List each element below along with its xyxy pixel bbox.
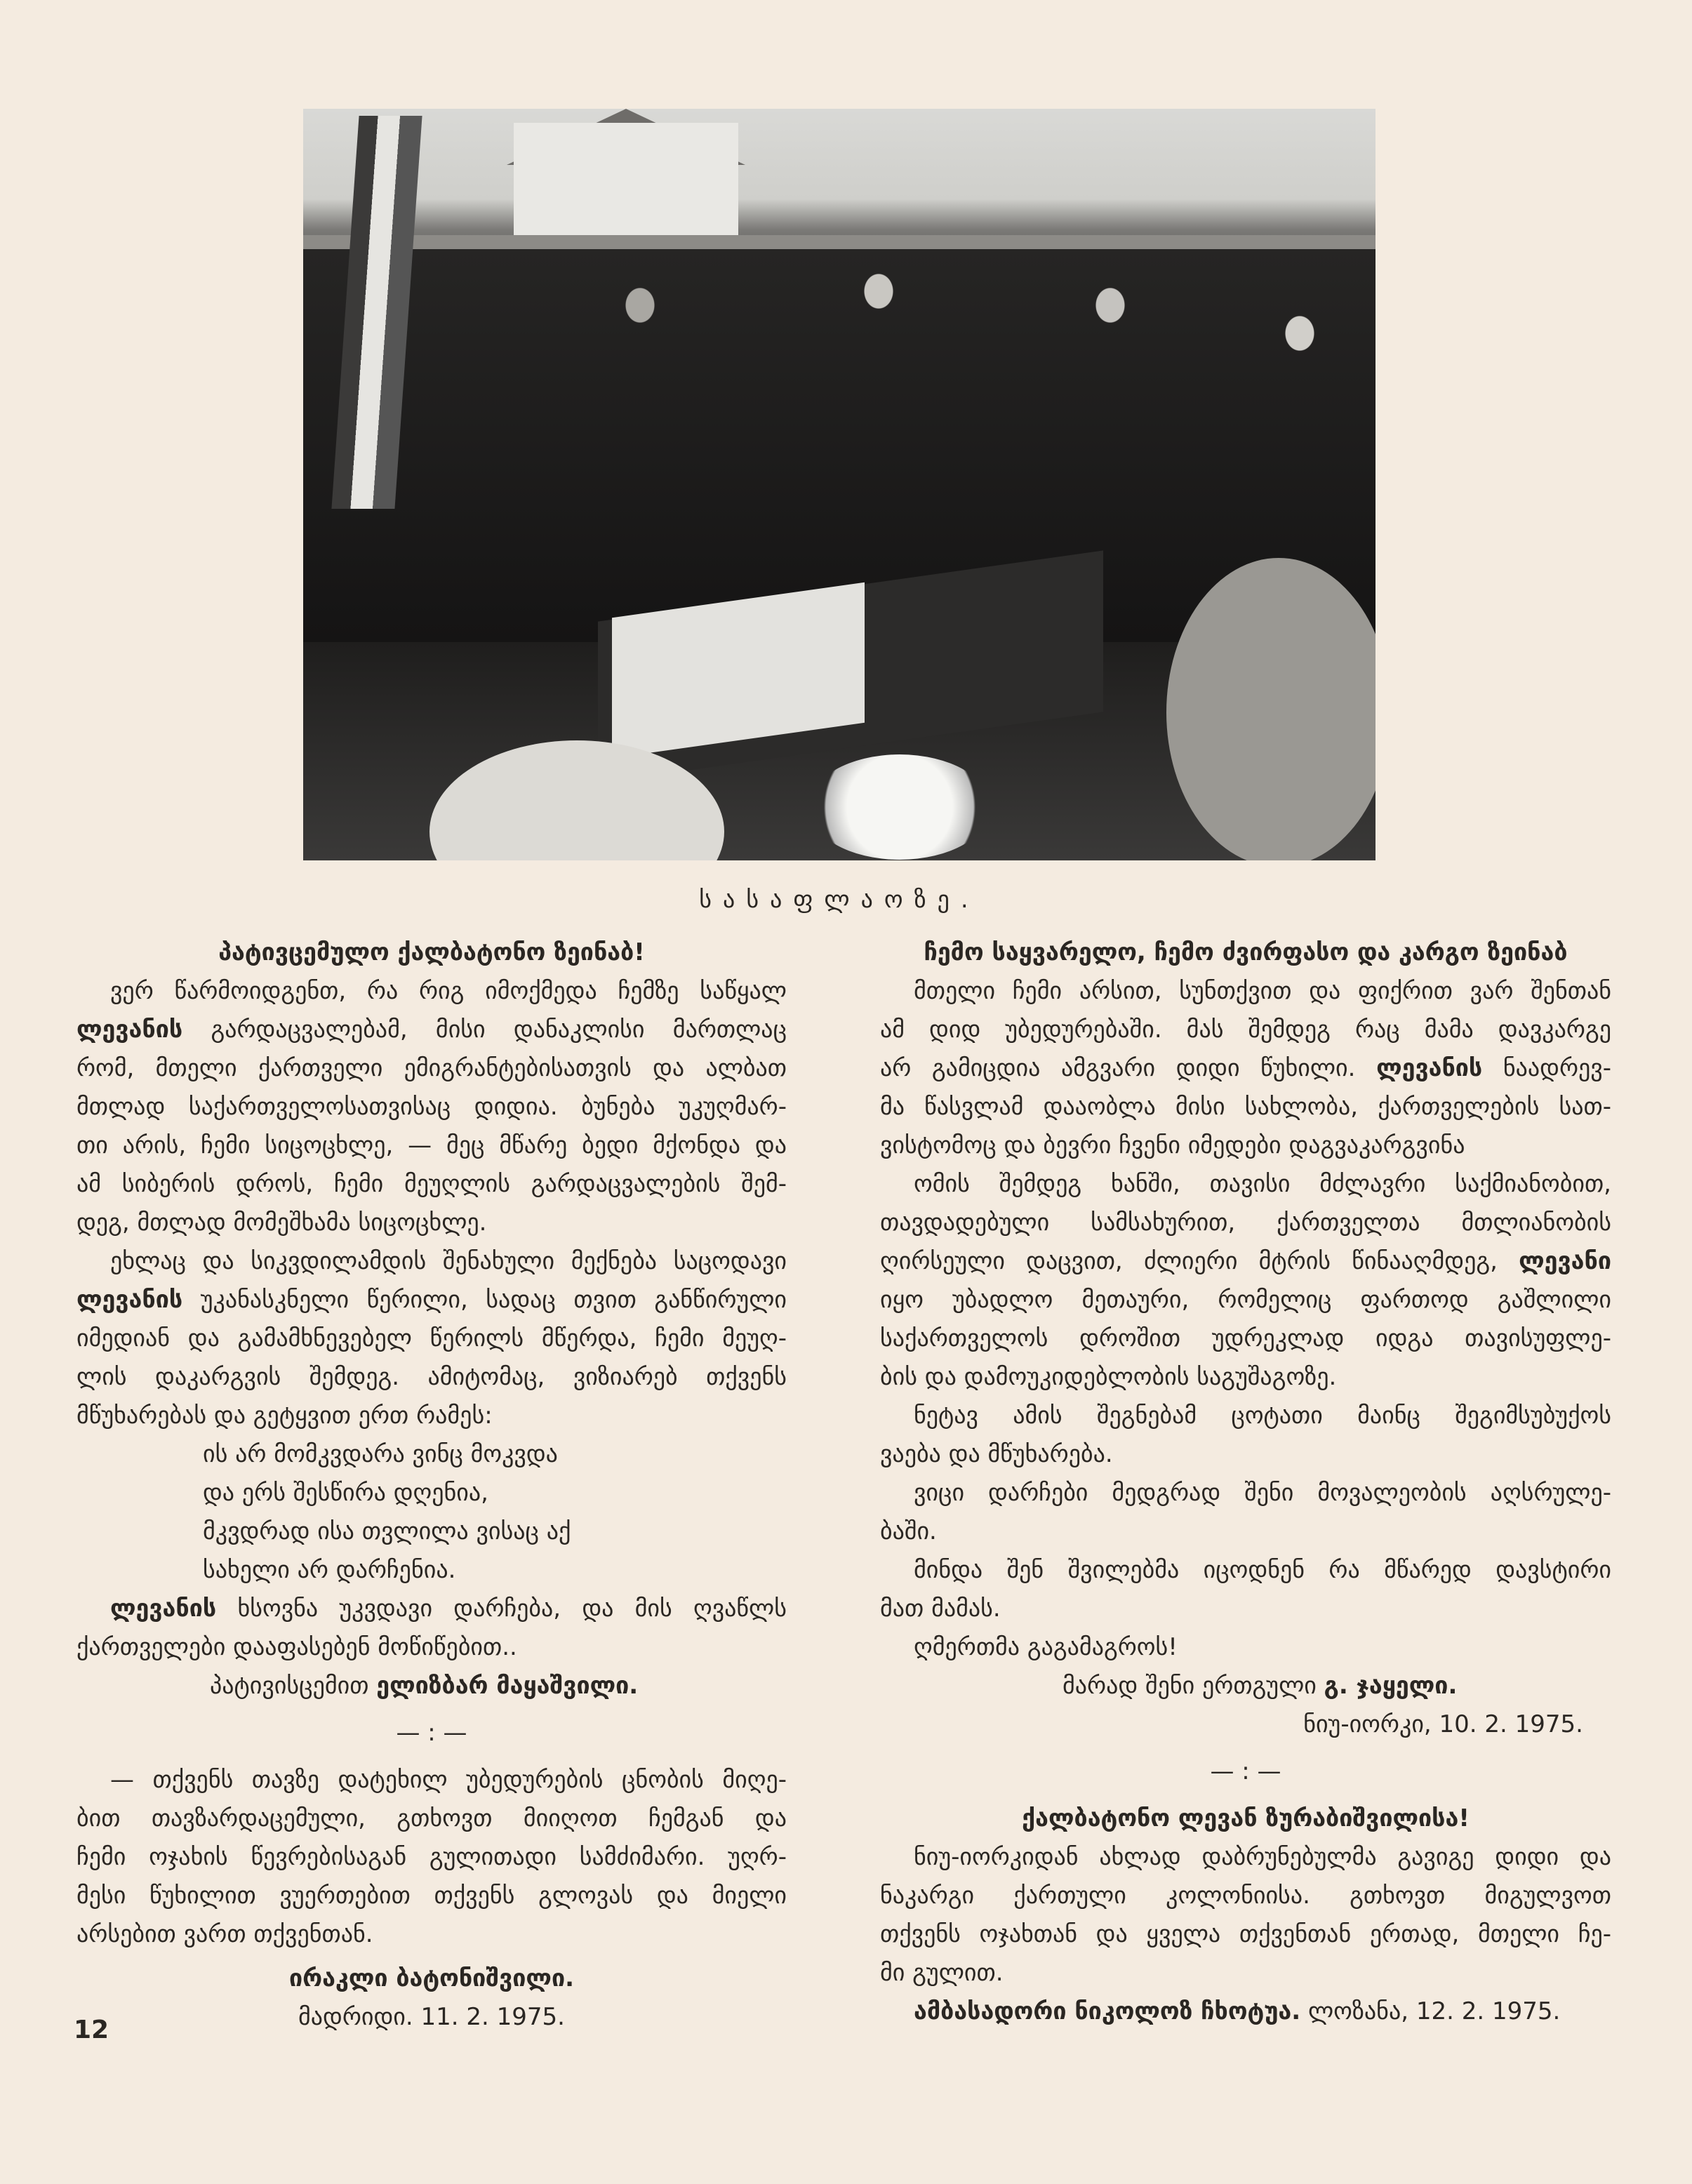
text-segment: ბის და დამოუკიდებლობის საგუშაგოზე. <box>880 1363 1337 1391</box>
text-segment: მი გულით. <box>880 1959 1004 1987</box>
paragraph <box>76 1242 787 1435</box>
text-segment: ეხლაც და სიკვდილამდის შენახული მექნება საცოდავი <box>110 1247 787 1275</box>
text-segment: არ გამიცდია ამგვარი დიდი წუხილი. <box>880 1054 1377 1082</box>
text-segment: მთელი ჩემი არსით, სუნთქვით და ფიქრით ვარ შენთან <box>914 977 1611 1005</box>
bold-name: ლევანის <box>76 1016 183 1044</box>
signature-name: ამბასადორი ნიკოლოზ ჩხოტუა. <box>914 1997 1301 2025</box>
text-line <box>880 1435 1611 1474</box>
text-line <box>880 1838 1611 1877</box>
letter-title: ჩემო საყვარელო, ჩემო ძვირფასო და კარგო ზეინაბ <box>924 938 1568 966</box>
letter-body <box>880 972 1611 1667</box>
signature <box>880 1992 1611 2031</box>
bold-name: ლევანის <box>110 1594 217 1623</box>
text-segment: მინდა შენ შვილებმა იცოდნენ რა მწარედ დავსტირი <box>914 1556 1611 1584</box>
signature-name: ირაკლი ბატონიშვილი. <box>288 1964 575 1992</box>
text-line <box>76 1397 787 1435</box>
signature-name: გ. ჯაყელი. <box>1324 1672 1458 1700</box>
text-line <box>76 1281 787 1319</box>
poem-line: და ერს შესწირა დღენია, <box>203 1479 488 1507</box>
letter-body <box>76 972 787 1435</box>
text-line <box>880 1628 1611 1667</box>
text-line <box>76 1126 787 1165</box>
text-segment: ვაება და მწუხარება. <box>880 1440 1113 1468</box>
text-line <box>880 1242 1611 1281</box>
text-line <box>880 1397 1611 1435</box>
funeral-photo <box>303 109 1375 860</box>
text-line <box>880 1474 1611 1512</box>
text-segment: — თქვენს თავზე დატეხილ უბედურების ცნობის მიღე- <box>110 1766 787 1794</box>
text-segment: ხსოვნა უკვდავი დარჩება, და მის ღვაწლს <box>216 1594 787 1623</box>
text-segment: იყო უბადლო მეთაური, რომელიც ფართოდ გაშლილი <box>880 1286 1611 1314</box>
text-line <box>880 1551 1611 1590</box>
text-line <box>880 1126 1611 1165</box>
text-line <box>880 1877 1611 1915</box>
letter-closing <box>76 1590 787 1667</box>
paragraph <box>880 1551 1611 1628</box>
text-segment: ვერ წარმოიდგენთ, რა რიგ იმოქმედა ჩემზე საწყალ <box>110 977 787 1005</box>
text-line <box>76 1628 787 1667</box>
text-segment: თქვენს ოჯახთან და ყველა თქვენთან ერთად, მთელი ჩე- <box>880 1920 1611 1948</box>
text-segment: ბით თავზარდაცემული, გთხოვთ მიიღოთ ჩემგან და <box>76 1804 787 1832</box>
text-segment: ამ სიბერის დროს, ჩემი მეუღლის გარდაცვალების შემ- <box>76 1170 787 1198</box>
text-segment: თი არის, ჩემი სიცოცხლე, — მეც მწარე ბედი მქონდა და <box>76 1131 787 1159</box>
left-column <box>76 933 787 2037</box>
letter-title: ქალბატონო ლევან ზურაბიშვილისა! <box>1022 1804 1470 1832</box>
text-line <box>880 1011 1611 1049</box>
text-segment: მესი წუხილით ვუერთებით თქვენს გლოვას და მიელი <box>76 1882 787 1910</box>
text-segment: ვიცი დარჩები მედგრად შენი მოვალეობის აღსრულე- <box>914 1479 1611 1507</box>
text-segment: უკანასკნელი წერილი, სადაც თვით განწირული <box>182 1286 787 1314</box>
signature <box>76 1667 787 1705</box>
text-segment: ნაადრევ- <box>1482 1054 1611 1082</box>
text-line <box>76 1590 787 1628</box>
text-line <box>880 1165 1611 1204</box>
photo-caption: სასაფლაოზე. <box>699 886 980 914</box>
place-date: ნიუ-იორკი, 10. 2. 1975. <box>1303 1710 1583 1738</box>
text-segment: ღმერთმა გაგამაგროს! <box>914 1633 1178 1661</box>
paragraph <box>880 1474 1611 1551</box>
text-line <box>76 1358 787 1397</box>
text-line <box>76 1011 787 1049</box>
text-segment: გარდაცვალებამ, მისი დანაკლისი მართლაც <box>182 1016 787 1044</box>
separator: — : — <box>1210 1757 1281 1785</box>
bold-name: ლევანის <box>76 1286 183 1314</box>
text-line <box>880 1319 1611 1358</box>
letter-body <box>880 1838 1611 1992</box>
text-segment: ჩემი ოჯახის წევრებისაგან გულითადი სამძიმარი. უღრ- <box>76 1843 787 1871</box>
text-line <box>880 1512 1611 1551</box>
letter-body <box>76 1761 787 1954</box>
paragraph <box>880 972 1611 1165</box>
paragraph <box>880 1397 1611 1474</box>
text-line <box>76 1049 787 1088</box>
text-line <box>76 1799 787 1838</box>
text-segment: ლის დაკარგვის შემდეგ. ამიტომაც, ვიზიარებ თქვენს <box>76 1363 787 1391</box>
text-segment: მათ მამას. <box>880 1594 1001 1623</box>
text-line <box>880 1915 1611 1954</box>
bold-name: ლევანი <box>1519 1247 1611 1275</box>
text-line <box>880 1204 1611 1242</box>
text-segment: ნიუ-იორკიდან ახლად დაბრუნებულმა გავიგე დიდი და <box>914 1843 1611 1871</box>
text-segment: მთლად საქართველოსათვისაც დიდია. ბუნება უკუღმარ- <box>76 1093 787 1121</box>
letter-title: პატივცემულო ქალბატონო ზეინაბ! <box>218 938 645 966</box>
text-line <box>76 1204 787 1242</box>
poem-line: ის არ მომკვდარა ვინც მოკვდა <box>203 1440 558 1468</box>
text-segment: ვისტომოც და ბევრი ჩვენი იმედები დაგვაკარგვინა <box>880 1131 1465 1159</box>
text-segment: ომის შემდეგ ხანში, თავისი მძლავრი საქმიანობით, <box>914 1170 1611 1198</box>
text-segment: ბაში. <box>880 1517 937 1545</box>
place-date: მადრიდი. 11. 2. 1975. <box>298 2003 565 2031</box>
text-line <box>880 1590 1611 1628</box>
separator: — : — <box>396 1719 467 1747</box>
text-segment: არსებით ვართ თქვენთან. <box>76 1920 373 1948</box>
text-line <box>880 1049 1611 1088</box>
text-line <box>76 1242 787 1281</box>
paragraph <box>76 972 787 1242</box>
signature-name: ელიზბარ მაყაშვილი. <box>376 1672 639 1700</box>
poem-line: მკვდრად ისა თვლილა ვისაც აქ <box>203 1517 571 1545</box>
text-line <box>880 1358 1611 1397</box>
text-segment: ქართველები დააფასებენ მოწიწებით.. <box>76 1633 517 1661</box>
text-line <box>880 1088 1611 1126</box>
photo-flowers <box>808 754 991 860</box>
place-date: ლოზანა, 12. 2. 1975. <box>1300 1997 1561 2025</box>
text-line <box>76 1761 787 1799</box>
signature <box>880 1667 1611 1705</box>
text-line <box>880 1954 1611 1992</box>
poem <box>76 1435 787 1590</box>
text-segment: ამ დიდ უბედურებაში. მას შემდეგ რაც მამა დავკარგე <box>880 1016 1611 1044</box>
text-line <box>76 1088 787 1126</box>
page-number: 12 <box>74 2016 109 2044</box>
text-line <box>76 972 787 1011</box>
text-segment: იმედიან და გამამხნევებელ წერილს მწერდა, ჩემი მეუღ- <box>76 1324 787 1352</box>
poem-lines <box>76 1435 787 1590</box>
signature-prefix: პატივისცემით <box>210 1672 377 1700</box>
text-segment: მა წასვლამ დააობლა მისი სახლობა, ქართველების სათ- <box>880 1093 1611 1121</box>
paragraph <box>880 1628 1611 1667</box>
text-segment: დეგ, მთლად მომეშხამა სიცოცხლე. <box>76 1208 487 1237</box>
text-segment: ნეტავ ამის შეგნებამ ცოტათი მაინც შეგიმსუბუქოს <box>914 1401 1611 1430</box>
text-line <box>76 1165 787 1204</box>
poem-line: სახელი არ დარჩენია. <box>203 1556 456 1584</box>
text-line <box>76 1915 787 1954</box>
text-segment: საქართველოს დროშით უდრეკლად იდგა თავისუფლე- <box>880 1324 1611 1352</box>
photo-house <box>514 123 738 242</box>
text-segment: თავდადებული სამსახურით, ქართველთა მთლიანობის <box>880 1208 1611 1237</box>
signature <box>76 1959 787 1998</box>
signature-prefix: მარად შენი ერთგული <box>1063 1672 1324 1700</box>
paragraph <box>880 1165 1611 1397</box>
text-line <box>76 1838 787 1877</box>
text-segment: რომ, მთელი ქართველი ემიგრანტებისათვის და ალბათ <box>76 1054 787 1082</box>
text-segment: ღირსეული დაცვით, ძლიერი მტრის წინააღმდეგ, <box>880 1247 1519 1275</box>
text-line <box>880 972 1611 1011</box>
photo-crowd <box>303 249 1375 642</box>
bold-name: ლევანის <box>1376 1054 1483 1082</box>
text-line <box>76 1877 787 1915</box>
text-line <box>76 1319 787 1358</box>
right-column <box>880 933 1611 2031</box>
text-segment: მწუხარებას და გეტყვით ერთ რამეს: <box>76 1401 493 1430</box>
text-line <box>880 1281 1611 1319</box>
text-segment: ნაკარგი ქართული კოლონიისა. გთხოვთ მიგულვოთ <box>880 1882 1611 1910</box>
